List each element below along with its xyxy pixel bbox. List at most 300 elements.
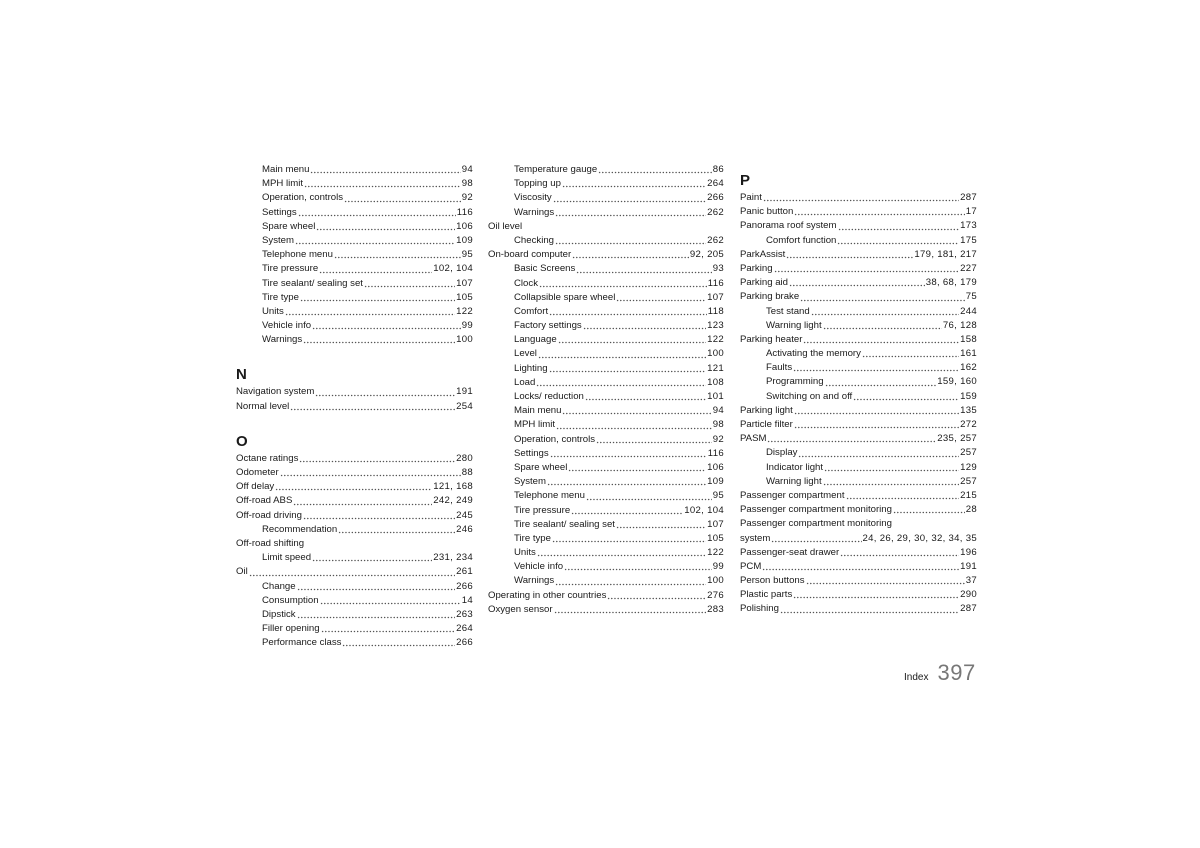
index-subentry [236, 333, 473, 347]
entry-page-numbers: 122 [707, 547, 724, 559]
entry-label: Passenger compartment monitoring [740, 504, 892, 516]
dot-leader [840, 548, 959, 557]
entry-page-numbers: 92, 205 [689, 249, 724, 261]
dot-leader [762, 562, 959, 571]
section-letter-heading: N [236, 366, 247, 384]
dot-leader [774, 264, 960, 273]
section-letter-heading: O [236, 432, 248, 450]
entry-page-numbers: 227 [960, 262, 977, 274]
entry-page-numbers: 129 [960, 461, 977, 473]
index-subentry [488, 475, 724, 489]
dot-leader [825, 378, 937, 387]
index-subentry [236, 291, 473, 305]
index-subentry [236, 305, 473, 319]
index-entry [488, 589, 724, 603]
entry-label: Comfort [514, 305, 549, 317]
entry-label: Activating the memory [766, 348, 861, 360]
index-column-1 [236, 163, 473, 650]
index-subentry [740, 461, 977, 475]
dot-leader [893, 505, 965, 514]
entry-label: Panorama roof system [740, 220, 837, 232]
index-subentry [236, 248, 473, 262]
entry-label: Lighting [514, 362, 548, 374]
entry-label: Topping up [514, 178, 561, 190]
index-subentry [236, 608, 473, 622]
entry-page-numbers: 257 [960, 447, 977, 459]
dot-leader [280, 468, 461, 477]
dot-leader [800, 293, 965, 302]
dot-leader [539, 279, 707, 288]
index-subentry [236, 580, 473, 594]
dot-leader [290, 402, 455, 411]
dot-leader [803, 335, 959, 344]
entry-page-numbers: 17 [965, 206, 977, 218]
entry-label: Parking light [740, 404, 793, 416]
entry-label: Test stand [766, 305, 810, 317]
entry-page-numbers: 244 [960, 305, 977, 317]
entry-page-numbers: 95 [461, 249, 473, 261]
entry-label: ParkAssist [740, 248, 786, 260]
dot-leader [811, 307, 959, 316]
entry-page-numbers: 264 [707, 178, 724, 190]
dot-leader [275, 482, 432, 491]
dot-leader [838, 222, 960, 231]
index-subentry [488, 177, 724, 191]
page-footer [904, 660, 976, 686]
index-subentry [236, 277, 473, 291]
index-entry [740, 191, 977, 205]
entry-page-numbers: 100 [456, 334, 473, 346]
entry-page-numbers: 75 [965, 291, 977, 303]
index-entry [740, 532, 977, 546]
entry-label: Polishing [740, 603, 779, 615]
dot-leader [555, 577, 706, 586]
entry-label: Tire sealant/ sealing set [514, 518, 615, 530]
entry-page-numbers: 121 [707, 362, 724, 374]
entry-label: Level [514, 348, 537, 360]
index-entry [740, 560, 977, 574]
entry-page-numbers: 99 [712, 561, 724, 573]
dot-leader [310, 165, 460, 174]
entry-label: Paint [740, 192, 762, 203]
entry-page-numbers: 159, 160 [937, 376, 977, 388]
entry-label: Switching on and off [766, 390, 853, 402]
index-subentry [236, 262, 473, 276]
dot-leader [555, 208, 706, 217]
entry-page-numbers: 99 [461, 320, 473, 332]
index-subentry [236, 622, 473, 636]
entry-label: Viscosity [514, 192, 552, 204]
entry-label: Warning light [766, 319, 822, 331]
dot-leader [793, 590, 959, 599]
entry-page-numbers: 107 [707, 291, 724, 303]
dot-leader [846, 491, 960, 500]
index-subentry [740, 446, 977, 460]
entry-label: Navigation system [236, 386, 315, 398]
entry-page-numbers: 98 [461, 178, 473, 190]
entry-label: Spare wheel [514, 461, 568, 473]
index-entry [236, 480, 473, 494]
index-subentry [488, 234, 724, 248]
entry-label: Change [262, 580, 296, 592]
dot-leader [342, 638, 455, 647]
entry-label: Passenger compartment [740, 489, 845, 501]
entry-label: Plastic parts [740, 589, 793, 601]
index-entry [740, 574, 977, 588]
entry-label: Parking brake [740, 291, 800, 303]
entry-page-numbers: 102, 104 [433, 263, 473, 275]
entry-page-numbers: 116 [707, 447, 724, 459]
entry-page-numbers: 109 [456, 234, 473, 246]
dot-leader [564, 562, 712, 571]
entry-page-numbers: 105 [456, 291, 473, 303]
entry-page-numbers: 175 [960, 234, 977, 246]
entry-label: Passenger compartment monitoring [740, 518, 892, 530]
entry-label: Filler opening [262, 623, 320, 635]
entry-page-numbers: 100 [707, 348, 724, 360]
dot-leader [537, 548, 706, 557]
entry-page-numbers: 76, 128 [942, 319, 977, 331]
entry-page-numbers: 88 [461, 467, 473, 478]
entry-label: Performance class [262, 637, 342, 649]
entry-page-numbers: 100 [707, 575, 724, 587]
entry-label: Locks/ reduction [514, 391, 584, 402]
entry-page-numbers: 93 [712, 263, 724, 275]
page-number: 397 [937, 660, 976, 685]
dot-leader [321, 624, 455, 633]
dot-leader [789, 278, 925, 287]
entry-page-numbers: 38, 68, 179 [925, 277, 977, 289]
index-subentry [740, 347, 977, 361]
entry-label: Comfort function [766, 234, 837, 246]
entry-page-numbers: 245 [456, 509, 473, 521]
entry-page-numbers: 116 [707, 277, 724, 289]
dot-leader [767, 434, 936, 443]
entry-label: Units [262, 305, 284, 317]
entry-label: System [262, 234, 294, 246]
entry-page-numbers: 262 [707, 206, 724, 218]
index-subentry [488, 206, 724, 220]
footer-section-label: Index [904, 672, 929, 683]
dot-leader [298, 208, 456, 217]
entry-page-numbers: 173 [960, 220, 977, 232]
dot-leader [771, 534, 861, 543]
dot-leader [338, 525, 455, 534]
entry-label: Off delay [236, 481, 275, 493]
entry-page-numbers: 191 [456, 386, 473, 398]
dot-leader [550, 449, 707, 458]
dot-leader [553, 194, 706, 203]
dot-leader [562, 179, 706, 188]
index-subentry [488, 489, 724, 503]
dot-leader [320, 596, 461, 605]
index-subentry [488, 163, 724, 177]
entry-label: MPH limit [262, 178, 304, 190]
index-entry [740, 489, 977, 503]
entry-label: Faults [766, 362, 793, 374]
index-subentry [236, 319, 473, 333]
dot-leader [571, 506, 683, 515]
index-subentry [488, 277, 724, 291]
dot-leader [837, 236, 959, 245]
entry-label: Recommendation [262, 523, 338, 535]
entry-label: Warnings [514, 206, 555, 218]
index-entry [740, 588, 977, 602]
entry-page-numbers: 159 [960, 390, 977, 402]
dot-leader [786, 250, 913, 259]
entry-page-numbers: 191 [960, 560, 977, 572]
entry-label: Octane ratings [236, 452, 299, 464]
entry-page-numbers: 287 [960, 603, 977, 615]
entry-label: Particle filter [740, 419, 793, 430]
dot-leader [585, 392, 706, 401]
entry-label: Parking heater [740, 333, 803, 345]
entry-page-numbers: 28 [965, 504, 977, 516]
entry-page-numbers: 92 [712, 433, 724, 445]
index-subentry [740, 361, 977, 375]
dot-leader [853, 392, 959, 401]
dot-leader [549, 364, 706, 373]
section-spacer [236, 414, 473, 424]
dot-leader [586, 492, 712, 501]
dot-leader [312, 321, 461, 330]
index-subentry [488, 447, 724, 461]
entry-label: Display [766, 447, 798, 459]
index-subentry [488, 418, 724, 432]
index-entry [740, 602, 977, 616]
entry-label: Warnings [514, 575, 555, 587]
entry-label: Tire pressure [514, 504, 571, 516]
entry-page-numbers: 179, 181, 217 [914, 248, 977, 260]
index-column-3 [740, 163, 977, 617]
dot-leader [364, 279, 455, 288]
entry-page-numbers: 92 [461, 192, 473, 204]
entry-page-numbers: 107 [456, 277, 473, 289]
entry-page-numbers: 254 [456, 400, 473, 412]
index-entry [740, 418, 977, 432]
index-subentry [236, 594, 473, 608]
index-subentry [488, 305, 724, 319]
entry-label: System [514, 476, 546, 488]
entry-label: Operation, controls [514, 433, 596, 445]
entry-label: PASM [740, 433, 767, 445]
index-entry [740, 248, 977, 262]
entry-page-numbers: 266 [456, 637, 473, 649]
entry-label: Telephone menu [262, 249, 333, 261]
entry-page-numbers: 135 [960, 404, 977, 416]
entry-page-numbers: 122 [456, 305, 473, 317]
dot-leader [572, 250, 689, 259]
dot-leader [824, 463, 959, 472]
index-entry [488, 603, 724, 617]
dot-leader [538, 350, 706, 359]
index-subentry [236, 636, 473, 650]
index-entry [236, 509, 473, 523]
entry-label: Tire sealant/ sealing set [262, 277, 363, 289]
entry-label: Vehicle info [262, 320, 312, 332]
entry-page-numbers: 272 [960, 419, 977, 430]
index-entry [740, 262, 977, 276]
entry-page-numbers: 276 [707, 589, 724, 601]
index-subentry [488, 291, 724, 305]
index-subentry [488, 390, 724, 404]
index-entry [488, 248, 724, 262]
index-subentry [236, 206, 473, 220]
index-subentry [488, 574, 724, 588]
dot-leader [558, 335, 706, 344]
dot-leader [763, 193, 959, 202]
index-subentry [488, 347, 724, 361]
index-entry [236, 537, 473, 551]
entry-page-numbers: 264 [456, 623, 473, 635]
entry-label: Telephone menu [514, 490, 585, 502]
entry-page-numbers: 283 [707, 603, 724, 615]
entry-label: Operation, controls [262, 192, 344, 204]
entry-label: Odometer [236, 467, 279, 478]
entry-label: Oxygen sensor [488, 603, 553, 615]
entry-page-numbers: 263 [456, 608, 473, 620]
dot-leader [285, 307, 455, 316]
entry-page-numbers: 101 [707, 391, 724, 402]
index-subentry [236, 177, 473, 191]
entry-page-numbers: 109 [707, 476, 724, 488]
index-subentry [488, 433, 724, 447]
index-subentry [236, 551, 473, 565]
entry-page-numbers: 231, 234 [433, 552, 473, 564]
dot-leader [552, 534, 706, 543]
entry-page-numbers: 266 [707, 192, 724, 204]
index-subentry [236, 191, 473, 205]
dot-leader [319, 265, 432, 274]
index-subentry [236, 163, 473, 177]
entry-page-numbers: 162 [960, 362, 977, 374]
entry-page-numbers: 266 [456, 580, 473, 592]
entry-label: On-board computer [488, 249, 572, 261]
dot-leader [303, 511, 455, 520]
index-entry [740, 517, 977, 531]
entry-label: Off-road shifting [236, 537, 305, 549]
entry-label: Units [514, 547, 536, 559]
index-subentry [236, 523, 473, 537]
dot-leader [794, 406, 959, 415]
dot-leader [607, 591, 706, 600]
index-subentry [488, 376, 724, 390]
index-entry [236, 400, 473, 414]
entry-page-numbers: 290 [960, 589, 977, 601]
entry-label: Vehicle info [514, 561, 564, 573]
dot-leader [780, 605, 959, 614]
index-entry [740, 219, 977, 233]
entry-page-numbers: 108 [707, 376, 724, 388]
entry-label: Tire pressure [262, 263, 319, 275]
entry-label: Language [514, 334, 557, 346]
index-subentry [740, 475, 977, 489]
index-subentry [236, 234, 473, 248]
entry-page-numbers: 122 [707, 334, 724, 346]
dot-leader [295, 236, 455, 245]
index-entry [740, 290, 977, 304]
dot-leader [315, 388, 455, 397]
index-subentry [488, 518, 724, 532]
section-spacer [236, 347, 473, 357]
index-subentry [488, 461, 724, 475]
entry-page-numbers: 287 [960, 192, 977, 203]
entry-page-numbers: 107 [707, 518, 724, 530]
entry-label: MPH limit [514, 419, 556, 431]
dot-leader [583, 321, 706, 330]
entry-page-numbers: 106 [456, 220, 473, 232]
entry-label: Passenger-seat drawer [740, 546, 840, 558]
dot-leader [249, 568, 455, 577]
dot-leader [616, 293, 706, 302]
entry-label: Indicator light [766, 461, 824, 473]
index-entry [236, 494, 473, 508]
entry-label: Checking [514, 234, 554, 246]
entry-page-numbers: 121, 168 [433, 481, 473, 493]
entry-page-numbers: 235, 257 [937, 433, 977, 445]
entry-page-numbers: 14 [461, 594, 473, 606]
index-subentry [236, 220, 473, 234]
index-entry [236, 565, 473, 579]
index-entry [236, 466, 473, 480]
entry-page-numbers: 94 [712, 405, 724, 417]
index-entry [236, 385, 473, 399]
index-subentry [488, 546, 724, 560]
index-column-2 [488, 163, 724, 617]
entry-label: system [740, 532, 771, 544]
entry-page-numbers: 116 [456, 206, 473, 218]
dot-leader [794, 420, 959, 429]
entry-page-numbers: 246 [456, 523, 473, 535]
entry-label: Oil level [488, 220, 523, 232]
entry-label: Normal level [236, 400, 290, 412]
entry-label: Settings [514, 447, 549, 459]
entry-label: Operating in other countries [488, 589, 607, 601]
index-entry [740, 205, 977, 219]
entry-page-numbers: 86 [712, 164, 724, 175]
entry-page-numbers: 95 [712, 490, 724, 502]
entry-label: Factory settings [514, 320, 582, 332]
index-subentry [488, 333, 724, 347]
entry-page-numbers: 262 [707, 234, 724, 246]
entry-label: Person buttons [740, 575, 805, 587]
entry-label: Load [514, 376, 536, 388]
entry-label: Main menu [262, 164, 310, 175]
entry-page-numbers: 98 [712, 419, 724, 431]
dot-leader [555, 236, 706, 245]
dot-leader [794, 207, 964, 216]
entry-label: Dipstick [262, 608, 296, 620]
entry-page-numbers: 196 [960, 546, 977, 558]
dot-leader [300, 293, 455, 302]
entry-label: Limit speed [262, 552, 312, 564]
index-entry [236, 452, 473, 466]
dot-leader [616, 520, 706, 529]
dot-leader [297, 582, 455, 591]
dot-leader [344, 194, 461, 203]
entry-label: Clock [514, 277, 538, 289]
entry-page-numbers: 257 [960, 475, 977, 487]
dot-leader [299, 454, 455, 463]
dot-leader [568, 463, 706, 472]
dot-leader [793, 363, 959, 372]
entry-label: Oil [236, 566, 248, 578]
index-subentry [488, 319, 724, 333]
entry-label: Parking aid [740, 277, 788, 289]
entry-page-numbers: 102, 104 [684, 504, 724, 516]
index-entry [740, 276, 977, 290]
entry-label: Tire type [262, 291, 299, 303]
